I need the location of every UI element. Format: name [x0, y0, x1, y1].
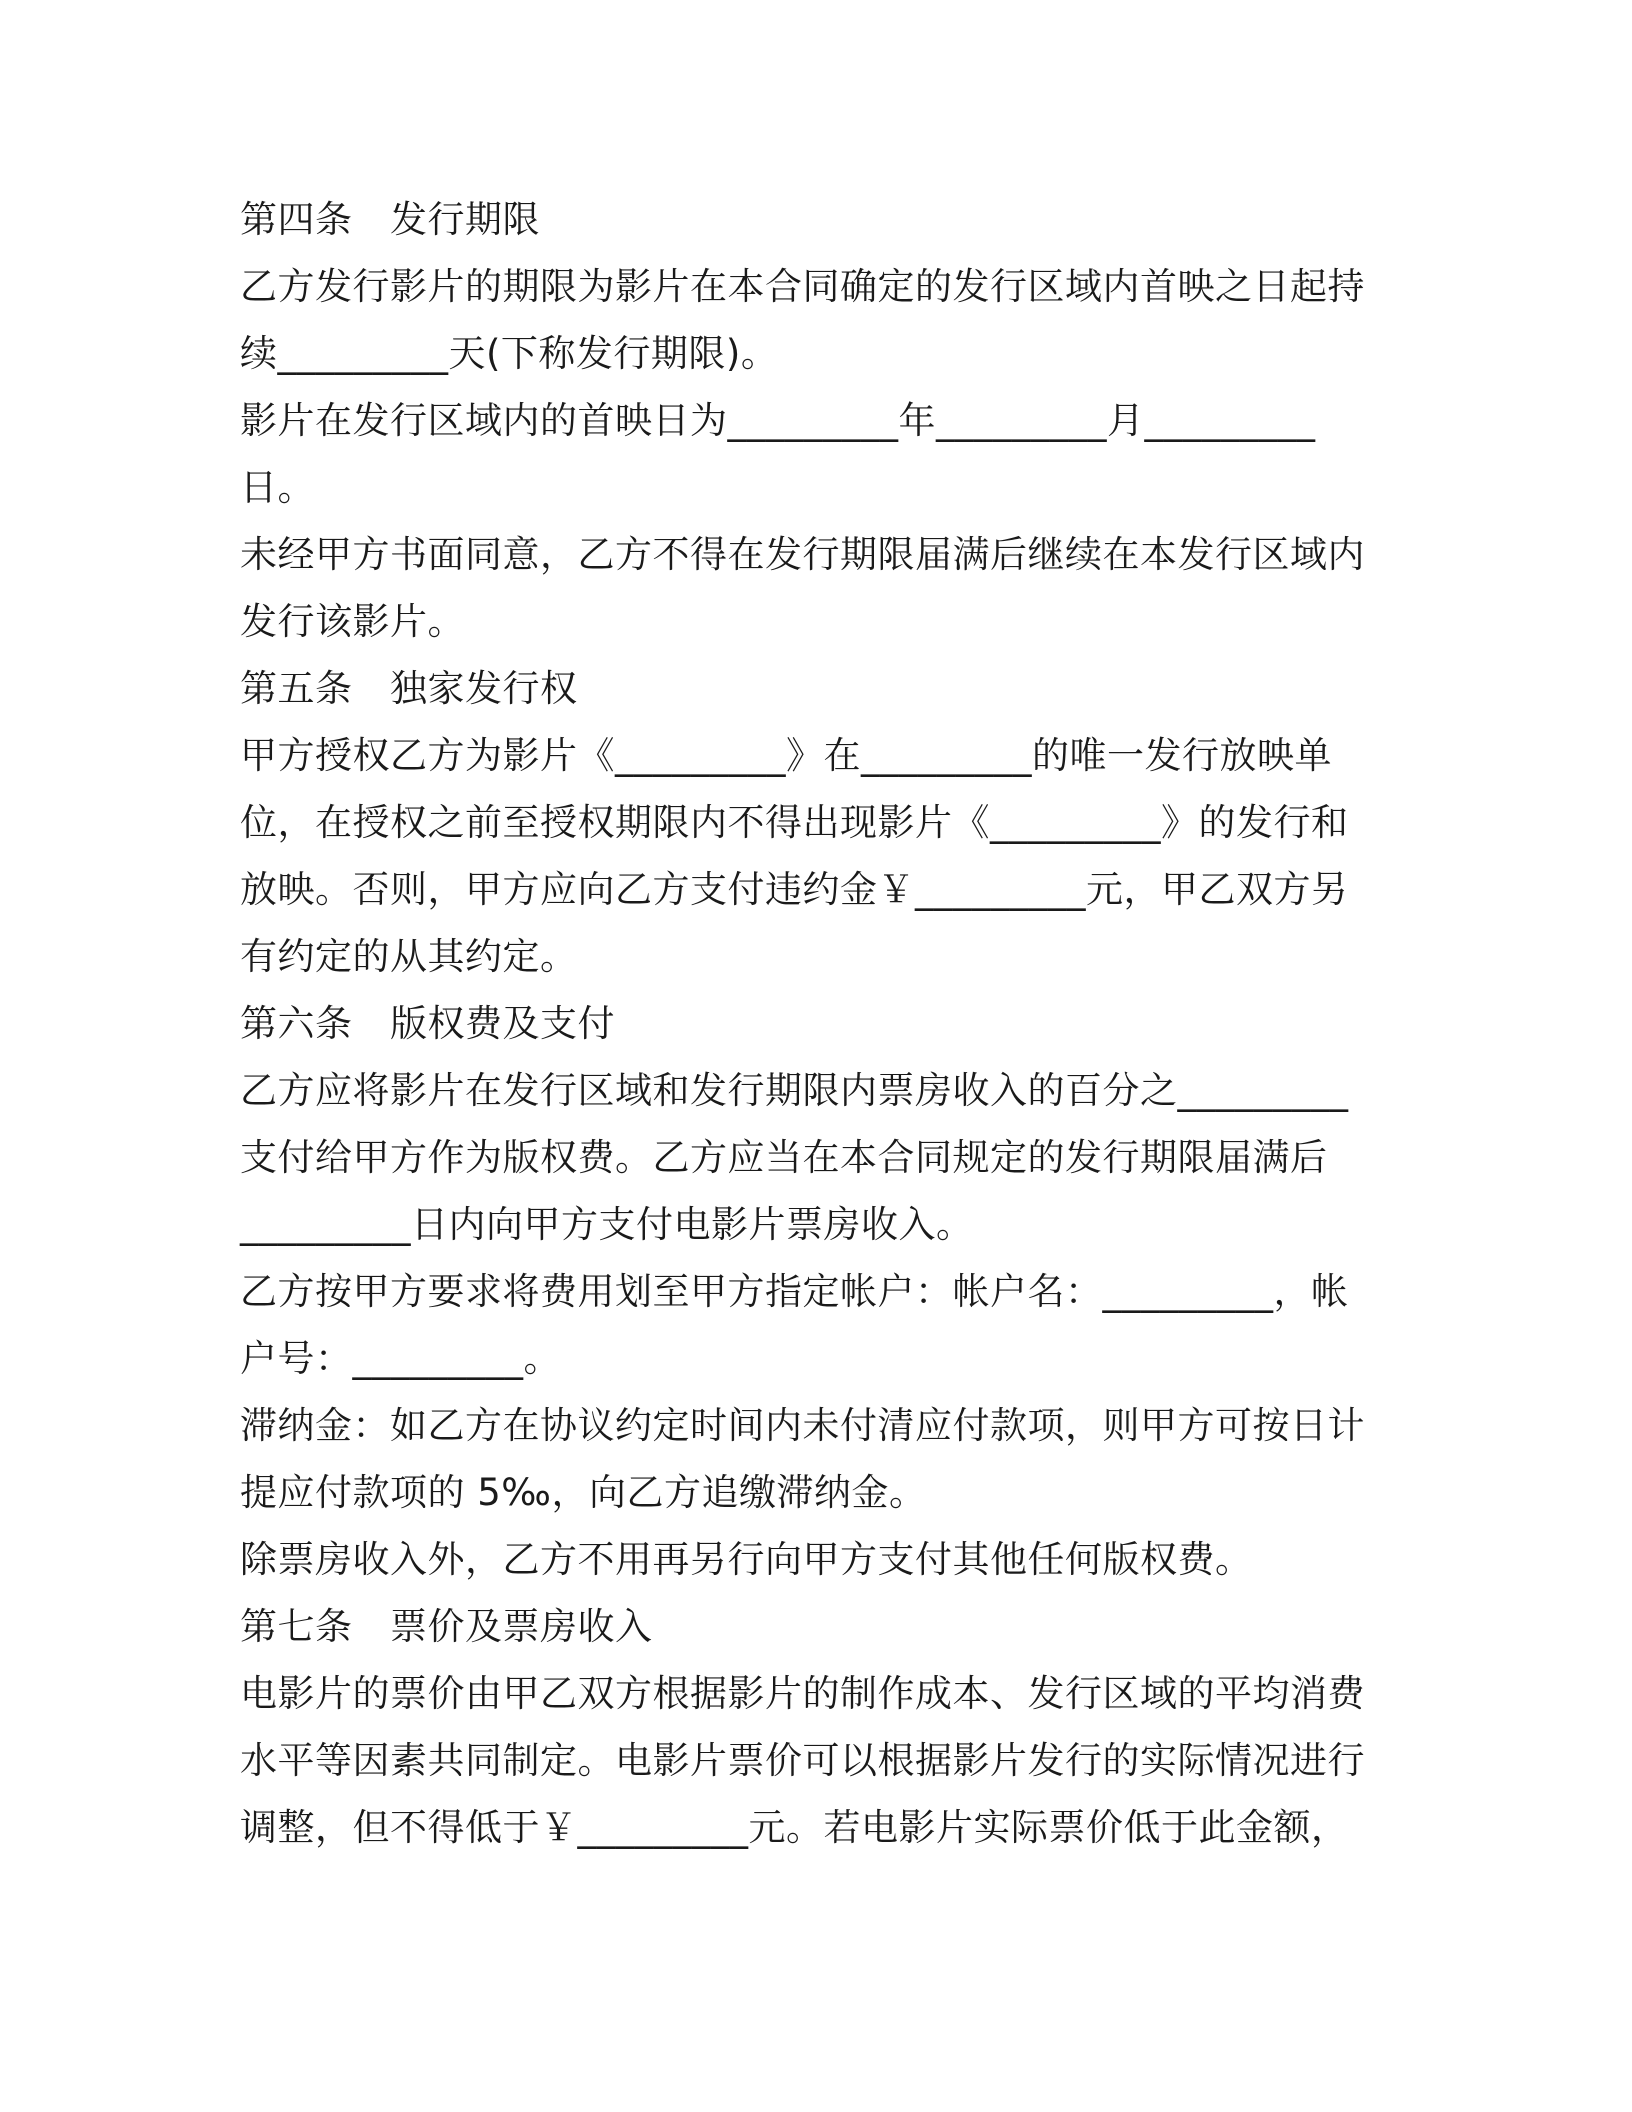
- text-line: 除票房收入外，乙方不用再另行向甲方支付其他任何版权费。: [240, 1538, 1253, 1581]
- text-line: 续_________天(下称发行期限)。: [240, 332, 779, 375]
- text-line: 支付给甲方作为版权费。乙方应当在本合同规定的发行期限届满后: [240, 1136, 1328, 1179]
- text-line: 电影片的票价由甲乙双方根据影片的制作成本、发行区域的平均消费: [240, 1672, 1365, 1715]
- text-line: 户号：_________。: [240, 1337, 561, 1380]
- article-7-heading: 第七条 票价及票房收入: [240, 1605, 653, 1648]
- contract-text: [240, 186, 1365, 1861]
- text-line: 乙方发行影片的期限为影片在本合同确定的发行区域内首映之日起持: [240, 265, 1365, 308]
- text-line: 调整，但不得低于￥_________元。若电影片实际票价低于此金额，: [240, 1806, 1349, 1849]
- text-line: 水平等因素共同制定。电影片票价可以根据影片发行的实际情况进行: [240, 1739, 1365, 1782]
- article-4-heading: 第四条 发行期限: [240, 198, 540, 241]
- text-line: 影片在发行区域内的首映日为_________年_________月_________: [240, 399, 1316, 442]
- text-line: 位，在授权之前至授权期限内不得出现影片《_________》的发行和: [240, 801, 1349, 844]
- text-line: 未经甲方书面同意，乙方不得在发行期限届满后继续在本发行区域内: [240, 533, 1365, 576]
- text-line: 甲方授权乙方为影片《_________》在_________的唯一发行放映单: [240, 734, 1332, 777]
- text-line: 有约定的从其约定。: [240, 935, 578, 978]
- text-line: 乙方应将影片在发行区域和发行期限内票房收入的百分之_________: [240, 1069, 1349, 1112]
- article-6-heading: 第六条 版权费及支付: [240, 1002, 615, 1045]
- text-line: 日。: [240, 466, 315, 509]
- text-line: 放映。否则，甲方应向乙方支付违约金￥_________元，甲乙双方另: [240, 868, 1349, 911]
- text-line: _________日内向甲方支付电影片票房收入。: [240, 1203, 974, 1246]
- text-line: 乙方按甲方要求将费用划至甲方指定帐户：帐户名：_________，帐: [240, 1270, 1349, 1313]
- text-line: 滞纳金：如乙方在协议约定时间内未付清应付款项，则甲方可按日计: [240, 1404, 1365, 1447]
- article-5-heading: 第五条 独家发行权: [240, 667, 578, 710]
- text-line: 提应付款项的 5‰，向乙方追缴滞纳金。: [240, 1471, 927, 1514]
- text-line: 发行该影片。: [240, 600, 465, 643]
